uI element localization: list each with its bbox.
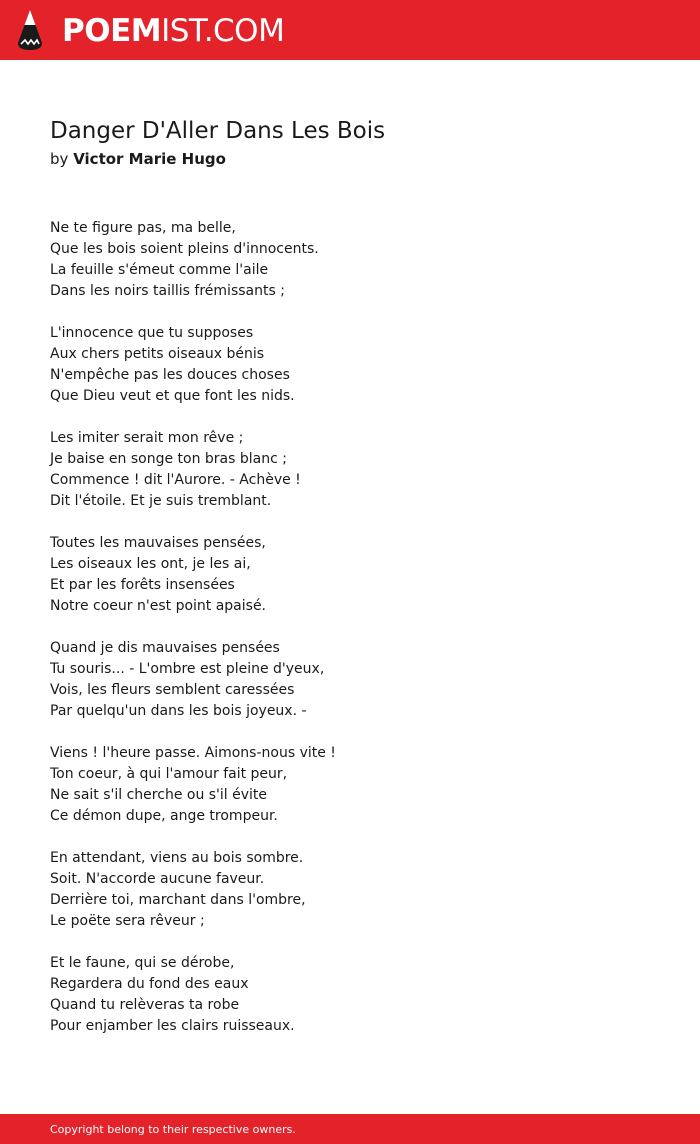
poem-line: Ne sait s'il cherche ou s'il évite	[50, 787, 268, 803]
by-label: by	[50, 150, 69, 168]
poem-line: Par quelqu'un dans les bois joyeux. -	[50, 703, 307, 719]
poem-line: Dit l'étoile. Et je suis tremblant.	[50, 493, 272, 509]
poem-byline	[50, 148, 226, 170]
poem-line: Commence ! dit l'Aurore. - Achève !	[50, 472, 301, 488]
poem-line: Regardera du fond des eaux	[50, 976, 249, 992]
poem-line: Les imiter serait mon rêve ;	[50, 430, 244, 446]
stanza	[50, 323, 670, 407]
site-logo[interactable]	[62, 11, 284, 51]
poem-line: Ton coeur, à qui l'amour fait peur,	[50, 766, 288, 782]
poem-line: Toutes les mauvaises pensées,	[50, 535, 266, 551]
poem-line: Quand tu relèveras ta robe	[50, 997, 240, 1013]
poem-line: Derrière toi, marchant dans l'ombre,	[50, 892, 306, 908]
poem-line: Aux chers petits oiseaux bénis	[50, 346, 265, 362]
poem-line: Les oiseaux les ont, je les ai,	[50, 556, 251, 572]
poem-line: Et le faune, qui se dérobe,	[50, 955, 235, 971]
poem-line: N'empêche pas les douces choses	[50, 367, 290, 383]
poem-line: Le poëte sera rêveur ;	[50, 913, 205, 929]
stanza	[50, 428, 670, 512]
brand-name-light: IST.COM	[161, 13, 285, 49]
stanza	[50, 638, 670, 722]
poem-line: Soit. N'accorde aucune faveur.	[50, 871, 265, 887]
poem-line: Je baise en songe ton bras blanc ;	[50, 451, 287, 467]
poem-line: Notre coeur n'est point apaisé.	[50, 598, 267, 614]
poem-line: Tu souris... - L'ombre est pleine d'yeux,	[50, 661, 325, 677]
stanza	[50, 743, 670, 827]
poem-body	[50, 218, 670, 1058]
poem-line: L'innocence que tu supposes	[50, 325, 254, 341]
stanza	[50, 218, 670, 302]
stanza	[50, 953, 670, 1037]
stanza	[50, 848, 670, 932]
poem-line: En attendant, viens au bois sombre.	[50, 850, 304, 866]
site-header	[0, 0, 700, 60]
poem-line: Ce démon dupe, ange trompeur.	[50, 808, 278, 824]
poem-line: Que les bois soient pleins d'innocents.	[50, 241, 319, 257]
stanza	[50, 533, 670, 617]
poem-line: Quand je dis mauvaises pensées	[50, 640, 280, 656]
poem-line: Et par les forêts insensées	[50, 577, 235, 593]
poem-line: Ne te figure pas, ma belle,	[50, 220, 236, 236]
site-footer	[0, 1114, 700, 1144]
poem-title: Danger D'Aller Dans Les Bois	[50, 118, 386, 144]
brand-name-bold: POEM	[62, 13, 162, 49]
poem-line: Dans les noirs taillis frémissants ;	[50, 283, 285, 299]
poem-line: Que Dieu veut et que font les nids.	[50, 388, 295, 404]
poem-line: Pour enjamber les clairs ruisseaux.	[50, 1018, 295, 1034]
poem-line: Vois, les fleurs semblent caressées	[50, 682, 295, 698]
poem-line: Viens ! l'heure passe. Aimons-nous vite !	[50, 745, 336, 761]
copyright-notice: Copyright belong to their respective owners.	[50, 1123, 296, 1136]
poem-line: La feuille s'émeut comme l'aile	[50, 262, 269, 278]
pencil-tip-icon[interactable]	[17, 9, 43, 51]
poem-author: Victor Marie Hugo	[73, 150, 226, 168]
